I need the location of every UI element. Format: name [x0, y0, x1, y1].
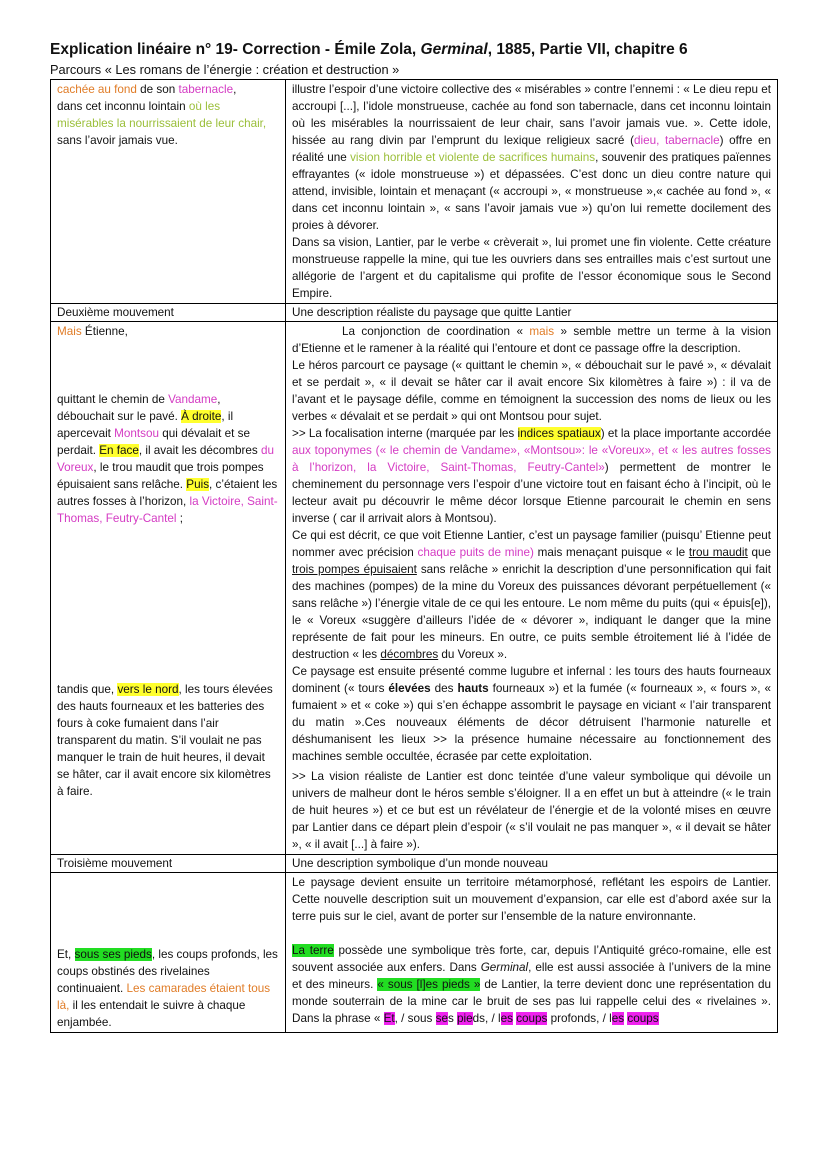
analysis-cell: La conjonction de coordination « mais » semble mettre un terme à la vision d’Etienne et le ramener à la réalité qui l’entoure et dont ce passage offre la description. Le héros parcourt ce paysage (« quittant le chemin », « débouchait sur le pavé », « dévalait et se perdait », « il devait se hâter car il avait encore Six kilomètres à faire ») : il va de l’avant et le paysage défile, comme en témoignent la succession des noms de lieux ou les verbes « dévalait et se perdait » qui ont Montsou pour sujet. >> La focalisation interne (marquée par les indices spatiaux) et la place importante accordée aux toponymes (« le chemin de Vandame», «Montsou»: le «Voreux», et « les autres fosses à l’horizon, la Victoire, Saint-Thomas, Feutry-Cantel») permettent de montrer le cheminement du personnage vers l’espoir d’une victoire tout en faisant écho à l’incipit, où le lecteur avait pu découvrir le même décor lorsque Etienne parcourait le chemin en sens inverse ( car il arrivait alors à Montsou). Ce qui est décrit, ce que voit Etienne Lantier, c’est un paysage familier (puisqu’ Etienne peut nommer avec précision chaque puits de mine) mais menaçant puisque « le trou maudit que trois pompes épuisaient sans relâche » enrichit la description d’une personnification qui fait des machines (pompes) de la mine du Voreux des puissances dévorant perpétuellement (« sans relâche ») l’énergie vitale de ce qui les entoure. Le nom même du puits (qui « épuis[e]), le « Voreux «suggère d’ailleurs l’idée de « dévorer », indiquant le danger que la mine représente de fait pour les mineurs. En outre, ce puits semble étroitement lié à l’idée de destruction « les décombres du Voreux ». Ce paysage est ensuite présenté comme lugubre et infernal : les tours des hauts fourneaux dominent (« tours élevées des hauts fourneaux ») et la fumée (« fourneaux », « fours », « fumaient » et « coke ») qui s’en échappe assombrit le paysage en viciant « l’air transparent du matin ».Ces nouveaux éléments de décor détruisent l’harmonie naturelle et déshumanisent les lieux >> la présence humaine nécessaire au fonctionnement des machines semble occultée, écrasée par cette exploitation. >> La vision réaliste de Lantier est donc teintée d’une valeur symbolique qui dévoile un univers de malheur dont le héros semble s’éloigner. Il a en effet un but à atteindre (« le train de huit heures ») et ce but est un révélateur de l’énergie et de la volonté mises en œuvre par Lantier dans ce départ plein d’espoir (« s’il voulait ne pas manquer », « il devait se hâter », « il avait [...] à faire »).: [286, 322, 778, 855]
analysis-cell: Le paysage devient ensuite un territoire métamorphosé, reflétant les espoirs de Lantier. Cette nouvelle description suit un mouvement d’expansion, car elle est d’abord axée sur la terre puis sur le ciel, avant de porter sur l’ensemble de la nature environnante. La terre possède une symbolique très forte, car, depuis l’Antiquité gréco-romaine, elle est souvent associée aux enfers. Dans Germinal, elle est aussi associée à l’univers de la mine et des mineurs. « sous [l]es pieds » de Lantier, la terre devient donc une représentation du monde souterrain de la mine car le bruit de ses pas lui rappelle celui des « rivelaines ». Dans la phrase « Et, / sous ses pieds, / les coups profonds, / les coups: [286, 873, 778, 1033]
text-excerpt-cell: Et, sous ses pieds, les coups profonds, les coups obstinés des rivelaines continuaient. Les camarades étaient tous là, il les entendait le suivre à chaque enjambée.: [51, 873, 286, 1033]
explication-table: [50, 79, 778, 1033]
section-header-row: [51, 304, 778, 322]
section-title: Deuxième mouvement: [51, 304, 286, 322]
document-title: Explication linéaire n° 19- Correction - Émile Zola, Germinal, 1885, Partie VII, chapitre 6: [50, 41, 688, 58]
text-excerpt-cell: cachée au fond de son tabernacle, dans cet inconnu lointain où les misérables la nourrissaient de leur chair, sans l’avoir jamais vue.: [51, 80, 286, 304]
table-row: [51, 322, 778, 855]
section-heading: Une description symbolique d’un monde nouveau: [286, 855, 778, 873]
text-excerpt-cell: Mais Étienne, quittant le chemin de Vandame, débouchait sur le pavé. À droite, il apercevait Montsou qui dévalait et se perdait. En face, il avait les décombres du Voreux, le trou maudit que trois pompes épuisaient sans relâche. Puis, c’étaient les autres fosses à l’horizon, la Victoire, Saint-Thomas, Feutry-Cantel ; tandis que, vers le nord, les tours élevées des hauts fourneaux et les batteries des fours à coke fumaient dans l’air transparent du matin. S’il voulait ne pas manquer le train de huit heures, il devait se hâter, car il avait encore six kilomètres à faire.: [51, 322, 286, 855]
table-row: [51, 80, 778, 304]
section-header-row: [51, 855, 778, 873]
analysis-cell: illustre l’espoir d’une victoire collective des « misérables » contre l’ennemi : « Le dieu repu et accroupi [...], l’idole monstrueuse, cachée au fond son tabernacle, dans cet inconnu lointain où les misérables la nourrissaient de leur chair, sans l’avoir jamais vue. ». Cette idole, hissée au rang divin par l’emprunt du lexique religieux sacré (dieu, tabernacle) offre en réalité une vision horrible et violente de sacrifices humains, souvenir des pratiques païennes effrayantes (« idole monstrueuse ») et dépassées. C’est donc un dieu contre nature qui attend, invisible, lointain et menaçant (« accroupi », « monstrueuse »,« cachée au fond », « dans cet inconnu lointain », « sans l’avoir jamais vue ») qu’on lui remette docilement des proies à dévorer. Dans sa vision, Lantier, par le verbe « crèverait », lui promet une fin violente. Cette créature monstrueuse rappelle la mine, qui tue les ouvriers dans ses entrailles mais c’est surtout une allégorie de l’argent et du capitalisme qui profite de l’essor économique sous le Second Empire.: [286, 80, 778, 304]
section-heading: Une description réaliste du paysage que quitte Lantier: [286, 304, 778, 322]
document-subtitle: Parcours « Les romans de l’énergie : création et destruction »: [50, 62, 400, 77]
section-title: Troisième mouvement: [51, 855, 286, 873]
table-row: [51, 873, 778, 1033]
